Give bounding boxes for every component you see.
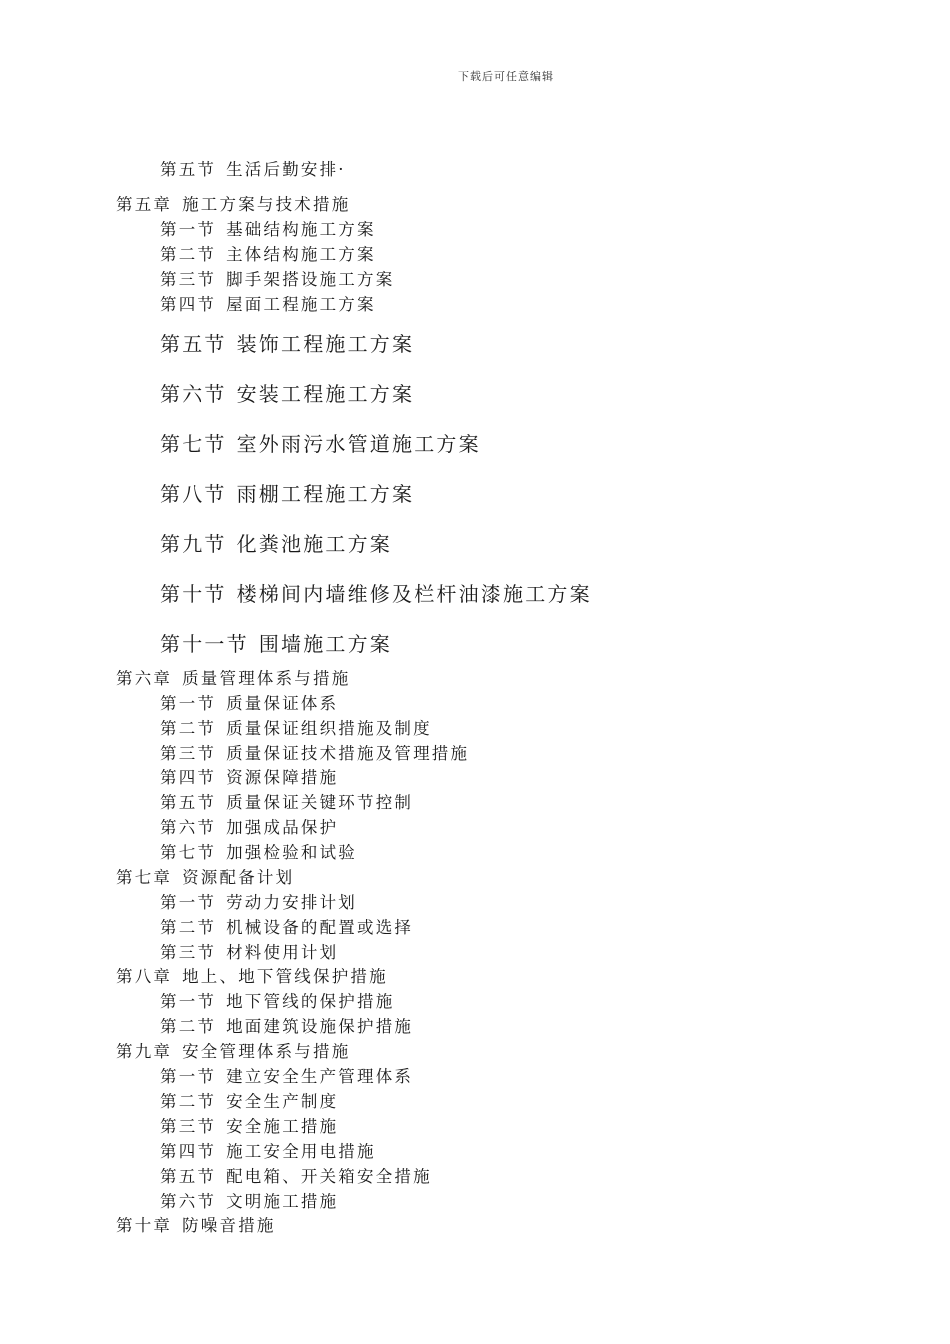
toc-section-entry (160, 795, 413, 812)
toc-section-entry (160, 920, 413, 937)
section-title: 文明施工措施 (226, 1192, 339, 1211)
section-title: 质量保证关键环节控制 (226, 793, 414, 812)
chapter-title: 地上、地下管线保护措施 (182, 967, 388, 986)
section-number: 第六节 (160, 818, 217, 837)
section-number: 第五节 (160, 160, 217, 179)
toc-section-entry (160, 272, 394, 289)
chapter-number: 第八章 (116, 967, 173, 986)
section-title: 建立安全生产管理体系 (226, 1067, 414, 1086)
toc-section-entry (160, 384, 414, 404)
toc-section-entry (160, 484, 414, 504)
toc-chapter-entry (116, 197, 350, 214)
section-title: 围墙施工方案 (258, 632, 393, 656)
section-title: 质量保证技术措施及管理措施 (226, 744, 470, 763)
section-title: 基础结构施工方案 (226, 220, 376, 239)
section-title: 配电箱、开关箱安全措施 (226, 1167, 432, 1186)
chapter-title: 施工方案与技术措施 (182, 195, 351, 214)
section-number: 第二节 (160, 719, 217, 738)
toc-section-entry (160, 1069, 413, 1086)
section-number: 第二节 (160, 1092, 217, 1111)
section-title: 质量保证组织措施及制度 (226, 719, 432, 738)
section-number: 第四节 (160, 295, 217, 314)
section-title: 安全生产制度 (226, 1092, 339, 1111)
section-number: 第五节 (160, 1167, 217, 1186)
section-number: 第一节 (160, 992, 217, 1011)
section-number: 第五节 (160, 332, 227, 356)
toc-section-entry (160, 634, 392, 654)
section-number: 第八节 (160, 482, 227, 506)
toc-section-entry (160, 1019, 413, 1036)
chapter-title: 质量管理体系与措施 (182, 669, 351, 688)
section-title: 室外雨污水管道施工方案 (236, 432, 481, 456)
toc-section-entry (160, 434, 481, 454)
section-number: 第六节 (160, 382, 227, 406)
section-title: 安全施工措施 (226, 1117, 339, 1136)
section-number: 第四节 (160, 768, 217, 787)
section-number: 第四节 (160, 1142, 217, 1161)
section-number: 第一节 (160, 893, 217, 912)
section-title: 施工安全用电措施 (226, 1142, 376, 1161)
section-number: 第二节 (160, 1017, 217, 1036)
toc-section-entry (160, 162, 346, 179)
toc-section-entry (160, 1169, 432, 1186)
toc-section-entry (160, 222, 376, 239)
section-number: 第三节 (160, 1117, 217, 1136)
toc-section-entry (160, 247, 376, 264)
section-number: 第三节 (160, 943, 217, 962)
toc-chapter-entry (116, 671, 350, 688)
toc-section-entry (160, 945, 338, 962)
section-number: 第六节 (160, 1192, 217, 1211)
section-title: 生活后勤安排· (226, 160, 346, 179)
section-title: 装饰工程施工方案 (236, 332, 415, 356)
toc-section-entry (160, 696, 338, 713)
section-title: 地面建筑设施保护措施 (226, 1017, 414, 1036)
toc-section-entry (160, 297, 376, 314)
section-title: 化粪池施工方案 (236, 532, 393, 556)
toc-section-entry (160, 994, 394, 1011)
toc-section-entry (160, 1094, 338, 1111)
section-number: 第七节 (160, 843, 217, 862)
section-title: 屋面工程施工方案 (226, 295, 376, 314)
section-title: 脚手架搭设施工方案 (226, 270, 395, 289)
section-number: 第二节 (160, 245, 217, 264)
chapter-title: 安全管理体系与措施 (182, 1042, 351, 1061)
toc-chapter-entry (116, 1218, 276, 1235)
section-number: 第七节 (160, 432, 227, 456)
toc-section-entry (160, 1119, 338, 1136)
section-number: 第一节 (160, 220, 217, 239)
section-title: 安装工程施工方案 (236, 382, 415, 406)
section-title: 机械设备的配置或选择 (226, 918, 414, 937)
toc-section-entry (160, 746, 469, 763)
toc-section-entry (160, 584, 592, 604)
section-title: 楼梯间内墙维修及栏杆油漆施工方案 (236, 582, 592, 606)
section-title: 雨棚工程施工方案 (236, 482, 415, 506)
section-title: 质量保证体系 (226, 694, 339, 713)
toc-section-entry (160, 820, 338, 837)
section-number: 第一节 (160, 1067, 217, 1086)
section-number: 第二节 (160, 918, 217, 937)
chapter-number: 第十章 (116, 1216, 173, 1235)
toc-section-entry (160, 534, 392, 554)
toc-section-entry (160, 334, 414, 354)
section-title: 地下管线的保护措施 (226, 992, 395, 1011)
section-title: 加强成品保护 (226, 818, 339, 837)
toc-section-entry (160, 845, 357, 862)
section-number: 第三节 (160, 744, 217, 763)
section-number: 第九节 (160, 532, 227, 556)
chapter-number: 第六章 (116, 669, 173, 688)
section-title: 主体结构施工方案 (226, 245, 376, 264)
toc-section-entry (160, 1194, 338, 1211)
toc-chapter-entry (116, 1044, 350, 1061)
section-title: 加强检验和试验 (226, 843, 358, 862)
section-number: 第一节 (160, 694, 217, 713)
section-number: 第五节 (160, 793, 217, 812)
toc-section-entry (160, 770, 338, 787)
page-header-note: 下载后可任意编辑 (458, 70, 554, 83)
chapter-title: 防噪音措施 (182, 1216, 276, 1235)
chapter-number: 第五章 (116, 195, 173, 214)
section-number: 第三节 (160, 270, 217, 289)
section-title: 资源保障措施 (226, 768, 339, 787)
chapter-number: 第七章 (116, 868, 173, 887)
toc-section-entry (160, 721, 432, 738)
toc-section-entry (160, 1144, 376, 1161)
toc-section-entry (160, 895, 357, 912)
section-number: 第十一节 (160, 632, 249, 656)
toc-chapter-entry (116, 969, 388, 986)
chapter-number: 第九章 (116, 1042, 173, 1061)
section-number: 第十节 (160, 582, 227, 606)
chapter-title: 资源配备计划 (182, 868, 295, 887)
section-title: 劳动力安排计划 (226, 893, 358, 912)
section-title: 材料使用计划 (226, 943, 339, 962)
toc-chapter-entry (116, 870, 294, 887)
